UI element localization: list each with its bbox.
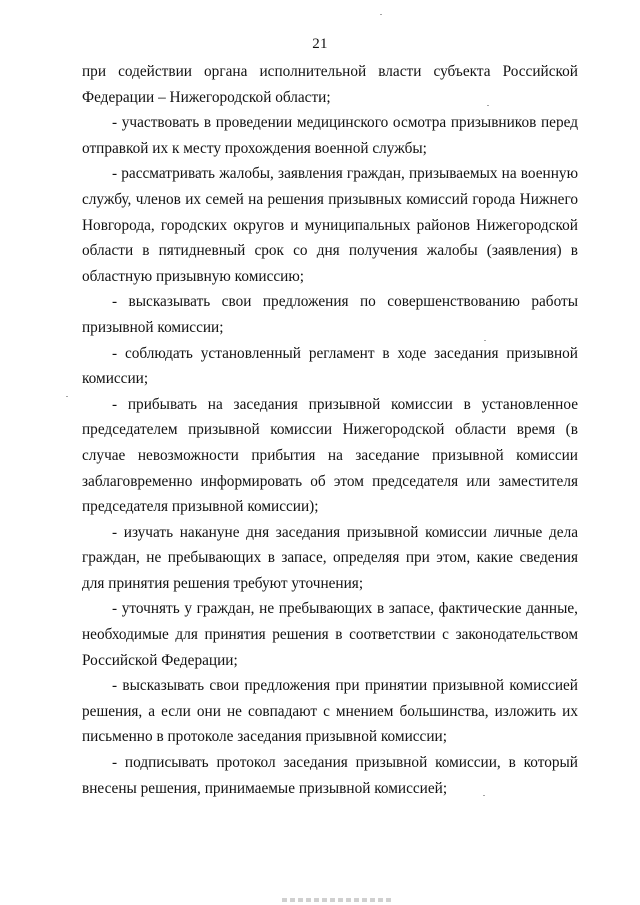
list-item-study-personal-files: - изучать накануне дня заседания призывной комиссии личные дела граждан, не пребывающих в запасе, определяя при этом, какие сведения для принятия решения требуют уточнения; xyxy=(82,523,578,592)
list-item-participate-medical-exam: - участвовать в проведении медицинского осмотра призывников перед отправкой их к месту прохождения военной службы; xyxy=(82,114,578,157)
list-item-attend-meetings: - прибывать на заседания призывной комиссии в установленное председателем призывной комиссии Нижегородской области время (в случае невозможности прибытия на заседание призывной комиссии заблаговременно информировать об этом председателя или заместителя председателя призывной комиссии); xyxy=(82,395,578,516)
scan-speck xyxy=(487,105,489,106)
list-item-review-complaints: - рассматривать жалобы, заявления граждан, призываемых на военную службу, членов их семей на решения призывных комиссий города Нижнего Новгорода, городских округов и муниципальных районов Нижегородской области в пятидневный срок со дня получения жалобы (заявления) в областную призывную комиссию; xyxy=(82,165,578,285)
scan-speck xyxy=(66,396,68,397)
paragraph-continuation: при содействии органа исполнительной власти субъекта Российской Федерации – Нижегородской области; xyxy=(82,63,578,106)
scan-edge-mark xyxy=(282,898,394,902)
list-item-express-opinions: - высказывать свои предложения при принятии призывной комиссией решения, а если они не совпадают с мнением большинства, изложить их письменно в протоколе заседания призывной комиссии; xyxy=(82,677,578,746)
scan-speck xyxy=(484,340,486,341)
list-item-propose-improvements: - высказывать свои предложения по совершенствованию работы призывной комиссии; xyxy=(82,293,578,336)
list-item-sign-protocol: - подписывать протокол заседания призывной комиссии, в который внесены решения, принимаемые призывной комиссией; xyxy=(82,754,578,797)
page-number: 21 xyxy=(312,36,328,52)
scan-speck xyxy=(483,795,485,796)
document-body xyxy=(82,59,578,801)
list-item-clarify-data: - уточнять у граждан, не пребывающих в запасе, фактические данные, необходимые для принятия решения в соответствии с законодательством Российской Федерации; xyxy=(82,600,578,669)
list-item-follow-regulations: - соблюдать установленный регламент в ходе заседания призывной комиссии; xyxy=(82,344,578,388)
scan-speck xyxy=(380,14,382,15)
